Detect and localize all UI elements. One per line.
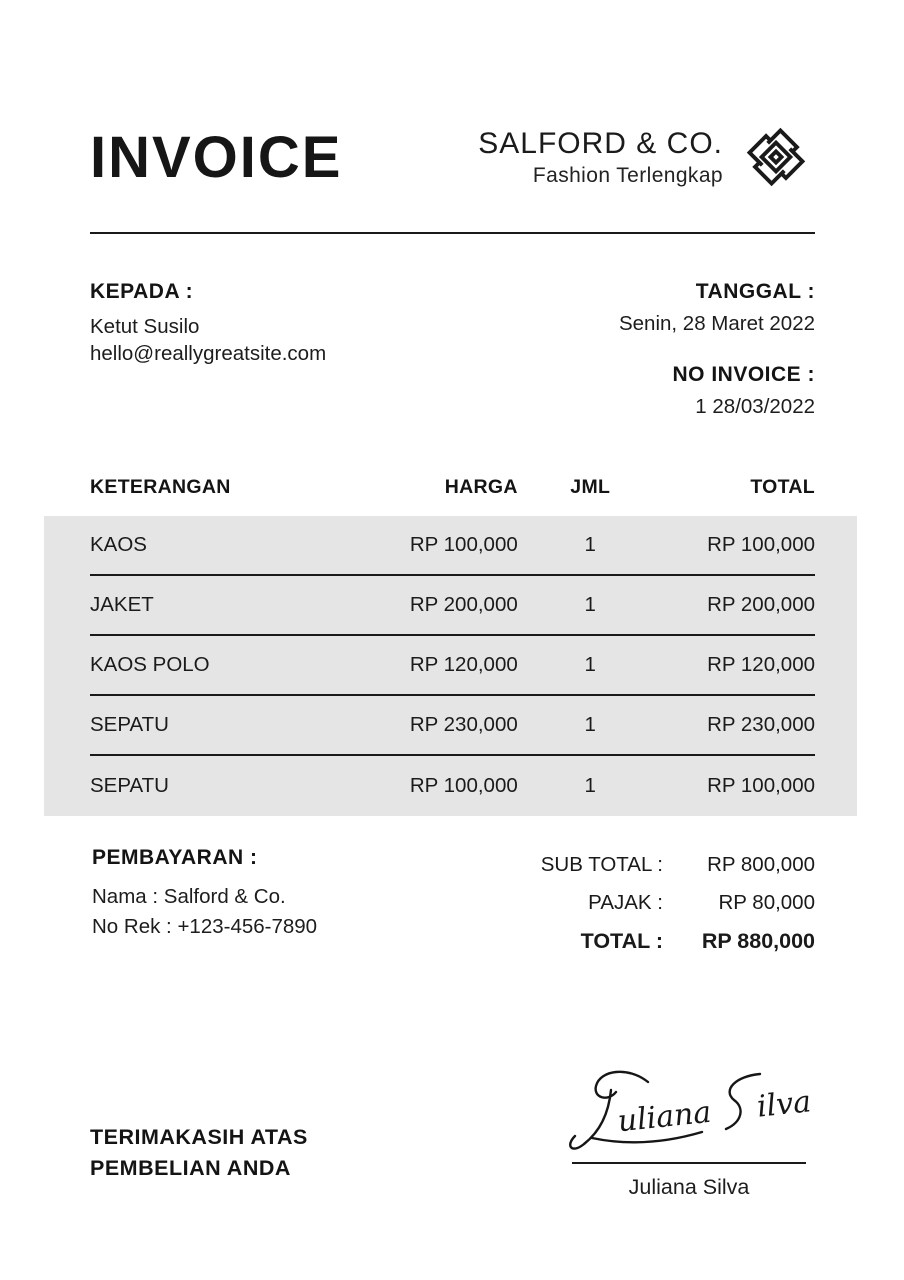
info-section <box>90 280 815 420</box>
table-header-row <box>90 476 815 516</box>
brand-text <box>478 127 723 188</box>
signatory-name: Juliana Silva <box>628 1175 750 1199</box>
cell-jml: 1 <box>584 533 596 556</box>
table-row <box>90 696 815 756</box>
date-value: Senin, 28 Maret 2022 <box>618 312 815 335</box>
signature-block <box>563 1064 815 1200</box>
thank-you-note <box>90 1122 308 1200</box>
cell-jml: 1 <box>584 774 596 797</box>
masthead <box>90 118 815 196</box>
meta-block <box>619 280 815 420</box>
table-row <box>90 576 815 636</box>
cell-keterangan: KAOS <box>90 533 147 556</box>
col-header-jml: JML <box>570 476 611 498</box>
cell-jml: 1 <box>584 713 596 736</box>
recipient-name: Ketut Susilo <box>90 315 200 338</box>
cell-jml: 1 <box>584 653 596 676</box>
brand-block <box>478 118 815 196</box>
cell-total: RP 200,000 <box>707 593 815 616</box>
cell-harga: RP 100,000 <box>409 533 518 556</box>
items-table <box>90 476 815 816</box>
thank-you-line1: TERIMAKASIH ATAS <box>90 1125 308 1149</box>
table-row <box>90 636 815 696</box>
cell-total: RP 120,000 <box>707 653 815 676</box>
company-logo-icon <box>737 118 815 196</box>
cell-jml: 1 <box>584 593 596 616</box>
cell-keterangan: SEPATU <box>90 713 169 736</box>
payment-block <box>90 846 317 960</box>
recipient-label: KEPADA : <box>90 280 194 303</box>
grand-total-value: RP 880,000 <box>701 929 815 953</box>
cell-harga: RP 200,000 <box>409 593 518 616</box>
subtotal-row <box>485 846 815 884</box>
header-divider <box>90 232 815 234</box>
company-name: SALFORD & CO. <box>478 126 723 160</box>
tax-value: RP 80,000 <box>718 891 815 914</box>
cell-harga: RP 120,000 <box>409 653 518 676</box>
subtotal-label: SUB TOTAL : <box>540 853 663 876</box>
tax-label: PAJAK : <box>588 891 663 914</box>
col-header-keterangan: KETERANGAN <box>90 476 231 498</box>
date-label: TANGGAL : <box>695 280 815 303</box>
cell-harga: RP 230,000 <box>409 713 518 736</box>
payment-name-line: Nama : Salford & Co. <box>92 885 286 908</box>
payment-section <box>90 846 815 960</box>
recipient-block <box>90 280 326 420</box>
subtotal-value: RP 800,000 <box>707 853 815 876</box>
recipient-email: hello@reallygreatsite.com <box>90 342 327 365</box>
table-row <box>90 516 815 576</box>
footer-section <box>90 1064 815 1200</box>
cell-keterangan: KAOS POLO <box>90 653 210 676</box>
totals-block <box>485 846 815 960</box>
cell-harga: RP 100,000 <box>409 774 518 797</box>
col-header-total: TOTAL <box>750 476 815 498</box>
grand-total-row <box>485 922 815 960</box>
signature-line <box>572 1162 806 1164</box>
payment-account-line: No Rek : +123-456-7890 <box>92 915 318 938</box>
cell-total: RP 100,000 <box>707 533 815 556</box>
cell-total: RP 230,000 <box>707 713 815 736</box>
table-body-band <box>44 516 857 816</box>
invoice-no-label: NO INVOICE : <box>672 363 815 386</box>
grand-total-label: TOTAL : <box>580 929 663 953</box>
table-row <box>90 756 815 816</box>
signature-script-last: ilva <box>755 1084 813 1125</box>
cell-keterangan: SEPATU <box>90 774 169 797</box>
signature-script-first: uliana <box>616 1094 713 1140</box>
company-tagline: Fashion Terlengkap <box>532 163 723 187</box>
col-header-harga: HARGA <box>444 476 518 498</box>
cell-total: RP 100,000 <box>707 774 815 797</box>
invoice-title: INVOICE <box>90 124 343 190</box>
payment-label: PEMBAYARAN : <box>92 846 258 869</box>
thank-you-line2: PEMBELIAN ANDA <box>90 1156 291 1180</box>
cell-keterangan: JAKET <box>90 593 154 616</box>
signature-script-icon <box>563 1064 815 1160</box>
tax-row <box>485 884 815 922</box>
invoice-no-value: 1 28/03/2022 <box>695 395 815 418</box>
